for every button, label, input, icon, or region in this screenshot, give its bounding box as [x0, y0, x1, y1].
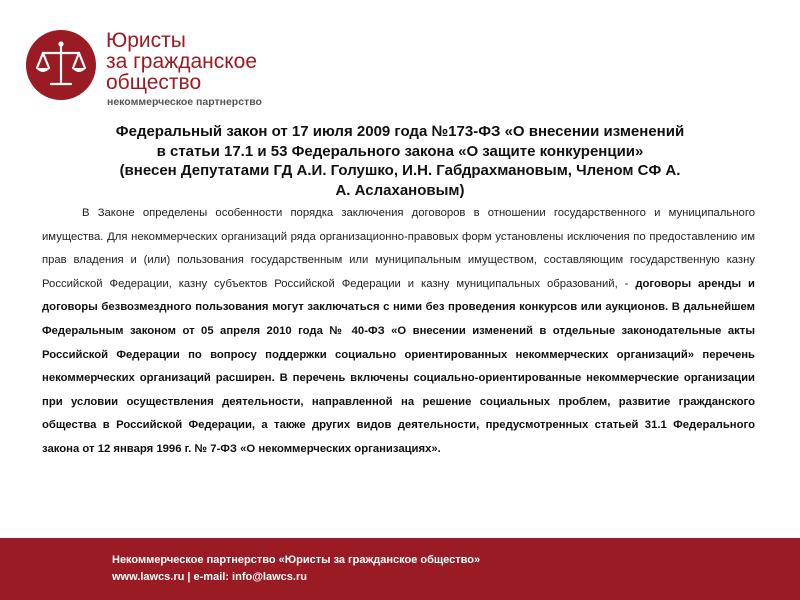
- body-normal-text: В Законе определены особенности порядка заключения договоров в отношении государственного и муниципального имущества. Для некоммерческих организаций ряда организационно-правовых форм установлены исключения по предоставлению им прав владения и (или) пользования государственным или муниципальным имуществом, составляющим государственную казну Российской Федерации, казну субъектов Российской Федерации и казну муниципальных образований, -: [42, 207, 755, 290]
- title-line-2: в статьи 17.1 и 53 Федерального закона «О защите конкуренции»: [156, 142, 644, 160]
- body-text: [42, 202, 755, 462]
- scales-of-justice-icon: [26, 30, 96, 100]
- logo-text-line-3: общество: [106, 71, 202, 94]
- title-line-3: (внесен Депутатами ГД А.И. Голушко, И.Н. Габдрахмановым, Членом СФ А.: [119, 162, 681, 179]
- logo-text-line-2: за гражданское: [106, 50, 258, 73]
- title-line-1: Федеральный закон от 17 июля 2009 года №173-ФЗ «О внесении изменений: [115, 123, 685, 140]
- logo-subtitle: некоммерческое партнерство: [107, 96, 262, 108]
- logo-text-line-1: Юристы: [106, 29, 186, 52]
- page-title: [40, 122, 760, 200]
- title-line-4: А. Аслахановым): [335, 181, 465, 199]
- body-paragraph: [42, 202, 755, 462]
- footer-contacts: www.lawcs.ru | e-mail: info@lawcs.ru: [112, 571, 307, 583]
- footer-organization: Некоммерческое партнерство «Юристы за гражданское общество»: [112, 554, 481, 566]
- footer: [0, 538, 800, 600]
- logo: [26, 26, 316, 106]
- body-bold-text: договоры аренды и договоры безвозмездного пользования могут заключаться с ними без проведения конкурсов или аукционов. В дальнейшем Федеральным законом от 05 апреля 2010 года № 40-ФЗ «О внесении изменений в отдельные законодательные акты Российской Федерации по вопросу поддержки социально ориентированных некоммерческих организаций» перечень некоммерческих организаций расширен. В перечень включены социально-ориентированные некоммерческие организации при условии осуществления деятельности, направленной на решение социальных проблем, развитие гражданского общества в Российской Федерации, а также других видов деятельности, предусмотренных статьей 31.1 Федерального закона от 12 января 1996 г. № 7-ФЗ «О некоммерческих организациях».: [42, 277, 756, 455]
